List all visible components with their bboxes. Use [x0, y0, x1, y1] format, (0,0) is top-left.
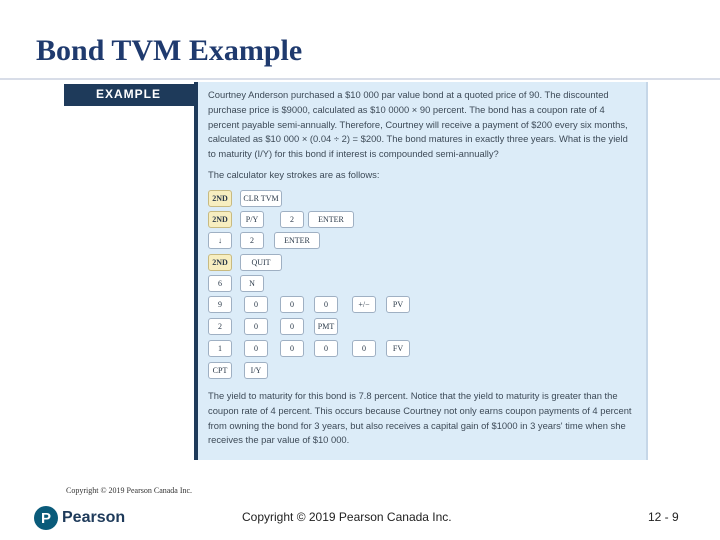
key-0: 0: [280, 340, 304, 357]
pearson-logo-text: Pearson: [62, 509, 126, 526]
key-2nd: 2ND: [208, 190, 232, 207]
figure-copyright: Copyright © 2019 Pearson Canada Inc.: [66, 486, 193, 495]
key-fv: FV: [386, 340, 410, 357]
key-2nd: 2ND: [208, 254, 232, 271]
key-0: 0: [352, 340, 376, 357]
keystrokes-intro: The calculator key strokes are as follows:: [208, 169, 380, 180]
key-2: 2: [240, 232, 264, 249]
key-quit: QUIT: [240, 254, 282, 271]
problem-statement: Courtney Anderson purchased a $10 000 par value bond at a quoted price of 90. The discounted purchase price is $9000, calculated as $10 0000 × 90 percent. The bond has a coupon rate of 4 percent payable semi-annually. Therefore, Courtney will receive a payment of $200 every six months, calculated as $10 000 × (0.04 ÷ 2) = $200. The bond matures in exactly three years. What is the yield to maturity (I/Y) for this bond if interest is compounded semi-annually?: [208, 89, 628, 160]
key-2: 2: [280, 211, 304, 228]
key-6: 6: [208, 275, 232, 292]
key-pv: PV: [386, 296, 410, 313]
key-0: 0: [244, 318, 268, 335]
key-0: 0: [280, 296, 304, 313]
solution-explanation: The yield to maturity for this bond is 7.8 percent. Notice that the yield to maturity is greater than the coupon rate of 4 percent. This occurs because Courtney not only earns coupon payments of 4 percent from owning the bond for 3 years, but also receives a capital gain of $1000 in 3 years' time when she receives the par value of $10 000.: [208, 390, 632, 446]
example-panel: [198, 82, 648, 460]
key-iy: I/Y: [244, 362, 268, 379]
key-cpt: CPT: [208, 362, 232, 379]
key-0: 0: [244, 340, 268, 357]
key-2: 2: [208, 318, 232, 335]
key-plus-minus: +/−: [352, 296, 376, 313]
slide-number: 12 - 9: [648, 510, 679, 524]
title-divider: [0, 78, 720, 80]
pearson-logo-icon: P: [34, 506, 58, 530]
key-down-arrow: ↓: [208, 232, 232, 249]
example-banner: [64, 84, 198, 106]
key-2nd: 2ND: [208, 211, 232, 228]
footer-copyright: Copyright © 2019 Pearson Canada Inc.: [242, 510, 452, 524]
key-0: 0: [314, 296, 338, 313]
key-n: N: [240, 275, 264, 292]
key-0: 0: [280, 318, 304, 335]
key-9: 9: [208, 296, 232, 313]
key-1: 1: [208, 340, 232, 357]
key-clr-tvm: CLR TVM: [240, 190, 282, 207]
key-py: P/Y: [240, 211, 264, 228]
key-enter: ENTER: [274, 232, 320, 249]
key-enter: ENTER: [308, 211, 354, 228]
key-0: 0: [244, 296, 268, 313]
slide-title: Bond TVM Example: [36, 34, 303, 67]
key-pmt: PMT: [314, 318, 338, 335]
example-figure: [64, 82, 648, 460]
example-banner-label: EXAMPLE: [96, 87, 162, 101]
key-0: 0: [314, 340, 338, 357]
